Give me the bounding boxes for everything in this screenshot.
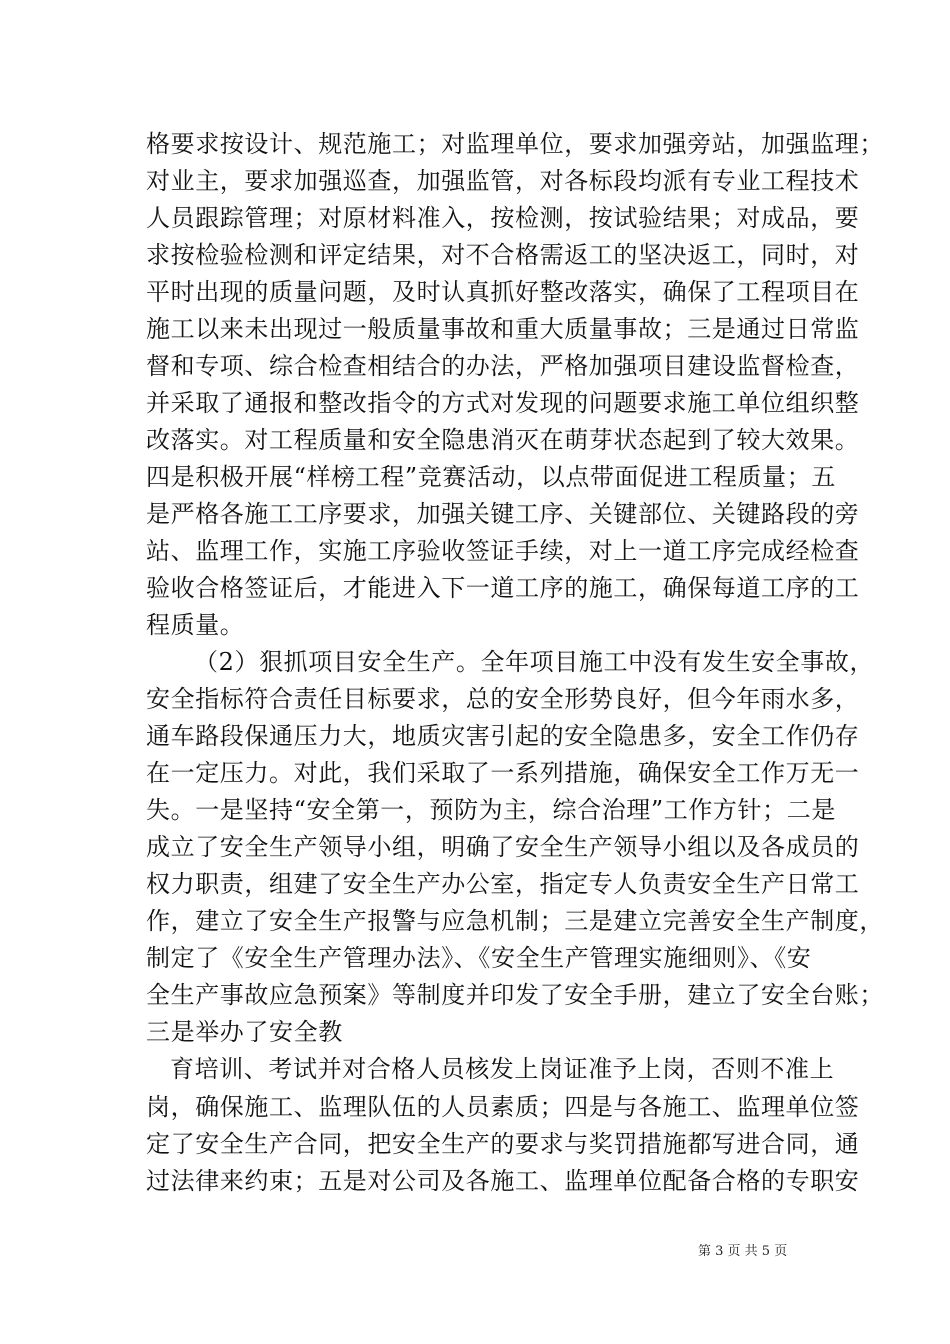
text-line: 安全指标符合责任目标要求，总的安全形势良好，但今年雨水多， <box>146 685 860 713</box>
text-line: 对业主，要求加强巡查，加强监管，对各标段均派有专业工程技术 <box>146 167 860 195</box>
text-line: 失。一是坚持“安全第一，预防为主，综合治理”工作方针；二是 <box>146 796 836 824</box>
text-line: 程质量。 <box>146 611 245 639</box>
text-line: 全生产事故应急预案》等制度并印发了安全手册，建立了安全台账； <box>146 981 884 1009</box>
page-number: 第 3 页 共 5 页 <box>698 1244 788 1259</box>
text-line: 定了安全生产合同，把安全生产的要求与奖罚措施都写进合同，通 <box>146 1130 860 1158</box>
text-line: 格要求按设计、规范施工；对监理单位，要求加强旁站，加强监理； <box>146 130 884 158</box>
paragraph-start-line: 育培训、考试并对合格人员核发上岗证准予上岗，否则不准上 <box>170 1055 835 1083</box>
paragraph-start-line: （2）狠抓项目安全生产。全年项目施工中没有发生安全事故， <box>194 648 875 676</box>
text-line: 是严格各施工工序要求，加强关键工序、关键部位、关键路段的旁 <box>146 500 860 528</box>
text-line: 平时出现的质量问题，及时认真抓好整改落实，确保了工程项目在 <box>146 278 860 306</box>
text-line: 通车路段保通压力大，地质灾害引起的安全隐患多，安全工作仍存 <box>146 722 860 750</box>
text-line: 站、监理工作，实施工序验收签证手续，对上一道工序完成经检查 <box>146 537 860 565</box>
text-line: 人员跟踪管理；对原材料准入，按检测，按试验结果；对成品，要 <box>146 204 860 232</box>
text-line: 岗，确保施工、监理队伍的人员素质；四是与各施工、监理单位签 <box>146 1093 860 1121</box>
text-line: 作，建立了安全生产报警与应急机制；三是建立完善安全生产制度， <box>146 907 884 935</box>
text-line: 求按检验检测和评定结果，对不合格需返工的坚决返工，同时，对 <box>146 241 860 269</box>
text-line: 过法律来约束；五是对公司及各施工、监理单位配备合格的专职安 <box>146 1167 860 1195</box>
text-line: 在一定压力。对此，我们采取了一系列措施，确保安全工作万无一 <box>146 759 860 787</box>
text-line: 督和专项、综合检查相结合的办法，严格加强项目建设监督检查， <box>146 352 860 380</box>
text-line: 四是积极开展“样榜工程”竞赛活动，以点带面促进工程质量；五 <box>146 463 836 491</box>
text-line: 验收合格签证后，才能进入下一道工序的施工，确保每道工序的工 <box>146 574 860 602</box>
text-line: 施工以来未出现过一般质量事故和重大质量事故；三是通过日常监 <box>146 315 860 343</box>
text-line: 制定了《安全生产管理办法》、《安全生产管理实施细则》、《安 <box>146 944 812 972</box>
text-line: 改落实。对工程质量和安全隐患消灭在萌芽状态起到了较大效果。 <box>146 426 860 454</box>
text-line: 成立了安全生产领导小组，明确了安全生产领导小组以及各成员的 <box>146 833 860 861</box>
text-line: 并采取了通报和整改指令的方式对发现的问题要求施工单位组织整 <box>146 389 860 417</box>
text-line: 权力职责，组建了安全生产办公室，指定专人负责安全生产日常工 <box>146 870 860 898</box>
text-line: 三是举办了安全教 <box>146 1018 343 1046</box>
